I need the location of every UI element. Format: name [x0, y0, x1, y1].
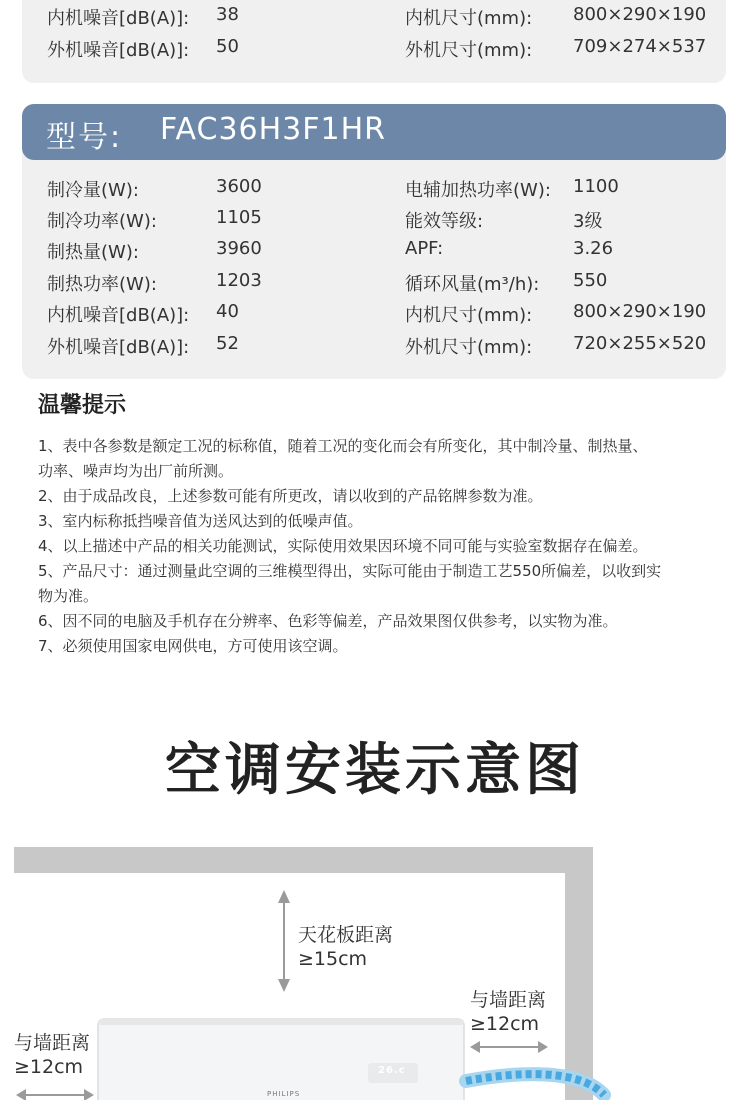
left-wall-distance-value: ≥12cm [14, 1056, 84, 1078]
spec-value: 38 [216, 4, 239, 25]
previous-model-card [22, 0, 726, 83]
tip-line: 物为准。 [38, 587, 99, 605]
spec-value: 1203 [216, 270, 262, 291]
spec-value: 3.26 [573, 238, 614, 259]
model-label: 型号: [46, 120, 123, 155]
spec-label: 制冷功率(W): [47, 211, 157, 232]
spec-value: 3960 [216, 238, 262, 259]
install-diagram-graphic [0, 845, 750, 1100]
tip-line: 功率、噪声均为出厂前所测。 [38, 462, 234, 480]
tip-line: 3、室内标称抵挡噪音值为送风达到的低噪声值。 [38, 512, 363, 530]
tip-line: 4、以上描述中产品的相关功能测试，实际使用效果因环境不同可能与实验室数据存在偏差。 [38, 537, 648, 555]
spec-label: 制冷量(W): [47, 180, 139, 201]
install-diagram-title: 空调安装示意图 [165, 738, 585, 803]
spec-value: 1100 [573, 176, 619, 197]
model-spec-card [22, 104, 726, 379]
spec-value: 720×255×520 [573, 333, 707, 354]
tip-line: 5、产品尺寸：通过测量此空调的三维模型得出，实际可能由于制造工艺550所偏差，以收到实 [38, 562, 662, 580]
model-number: FAC36H3F1HR [160, 112, 387, 147]
spec-label: 能效等级: [405, 211, 484, 232]
tip-line: 1、表中各参数是额定工况的标称值，随着工况的变化而会有所变化，其中制冷量、制热量、 [38, 437, 648, 455]
spec-value: 40 [216, 301, 239, 322]
spec-value: 709×274×537 [573, 36, 707, 57]
right-wall-distance-value: ≥12cm [470, 1013, 540, 1035]
spec-value: 550 [573, 270, 608, 291]
spec-value: 800×290×190 [573, 301, 707, 322]
spec-label: APF: [405, 238, 444, 259]
unit-display-temperature: 26.c [378, 1065, 406, 1076]
spec-value: 3级 [573, 211, 603, 232]
left-wall-distance-arrow [16, 1089, 94, 1100]
spec-label: 循环风量(m³/h): [405, 274, 540, 295]
spec-label: 外机噪音[dB(A)]: [47, 337, 190, 358]
spec-value: 50 [216, 36, 239, 57]
spec-label: 内机尺寸(mm): [405, 305, 533, 326]
install-diagram [0, 845, 750, 1100]
spec-label: 电辅加热功率(W): [405, 180, 551, 201]
tip-line: 2、由于成品改良，上述参数可能有所更改，请以收到的产品铭牌参数为准。 [38, 487, 543, 505]
spec-label: 制热量(W): [47, 242, 139, 263]
spec-label: 内机噪音[dB(A)]: [47, 305, 190, 326]
tips-title: 温馨提示 [38, 393, 127, 418]
indoor-unit [98, 1019, 464, 1100]
tip-line: 6、因不同的电脑及手机存在分辨率、色彩等偏差，产品效果图仅供参考，以实物为准。 [38, 612, 618, 630]
spec-value: 800×290×190 [573, 4, 707, 25]
brand-logo-text: PHILIPS [267, 1090, 301, 1098]
right-wall-distance-arrow [470, 1041, 548, 1053]
ceiling-distance-value: ≥15cm [298, 948, 368, 970]
tip-line: 7、必须使用国家电网供电，方可使用该空调。 [38, 637, 348, 655]
spec-value: 1105 [216, 207, 262, 228]
spec-label: 外机尺寸(mm): [405, 337, 533, 358]
spec-label: 内机噪音[dB(A)]: [47, 8, 190, 29]
spec-label: 制热功率(W): [47, 274, 157, 295]
ceiling-distance-label: 天花板距离 [298, 924, 394, 946]
spec-value: 52 [216, 333, 239, 354]
ceiling-distance-arrow [278, 890, 290, 992]
model-header [22, 104, 726, 160]
spec-label: 外机噪音[dB(A)]: [47, 40, 190, 61]
spec-label: 外机尺寸(mm): [405, 40, 533, 61]
right-wall-distance-label: 与墙距离 [470, 989, 547, 1011]
left-wall-distance-label: 与墙距离 [14, 1032, 91, 1054]
spec-label: 内机尺寸(mm): [405, 8, 533, 29]
spec-value: 3600 [216, 176, 262, 197]
